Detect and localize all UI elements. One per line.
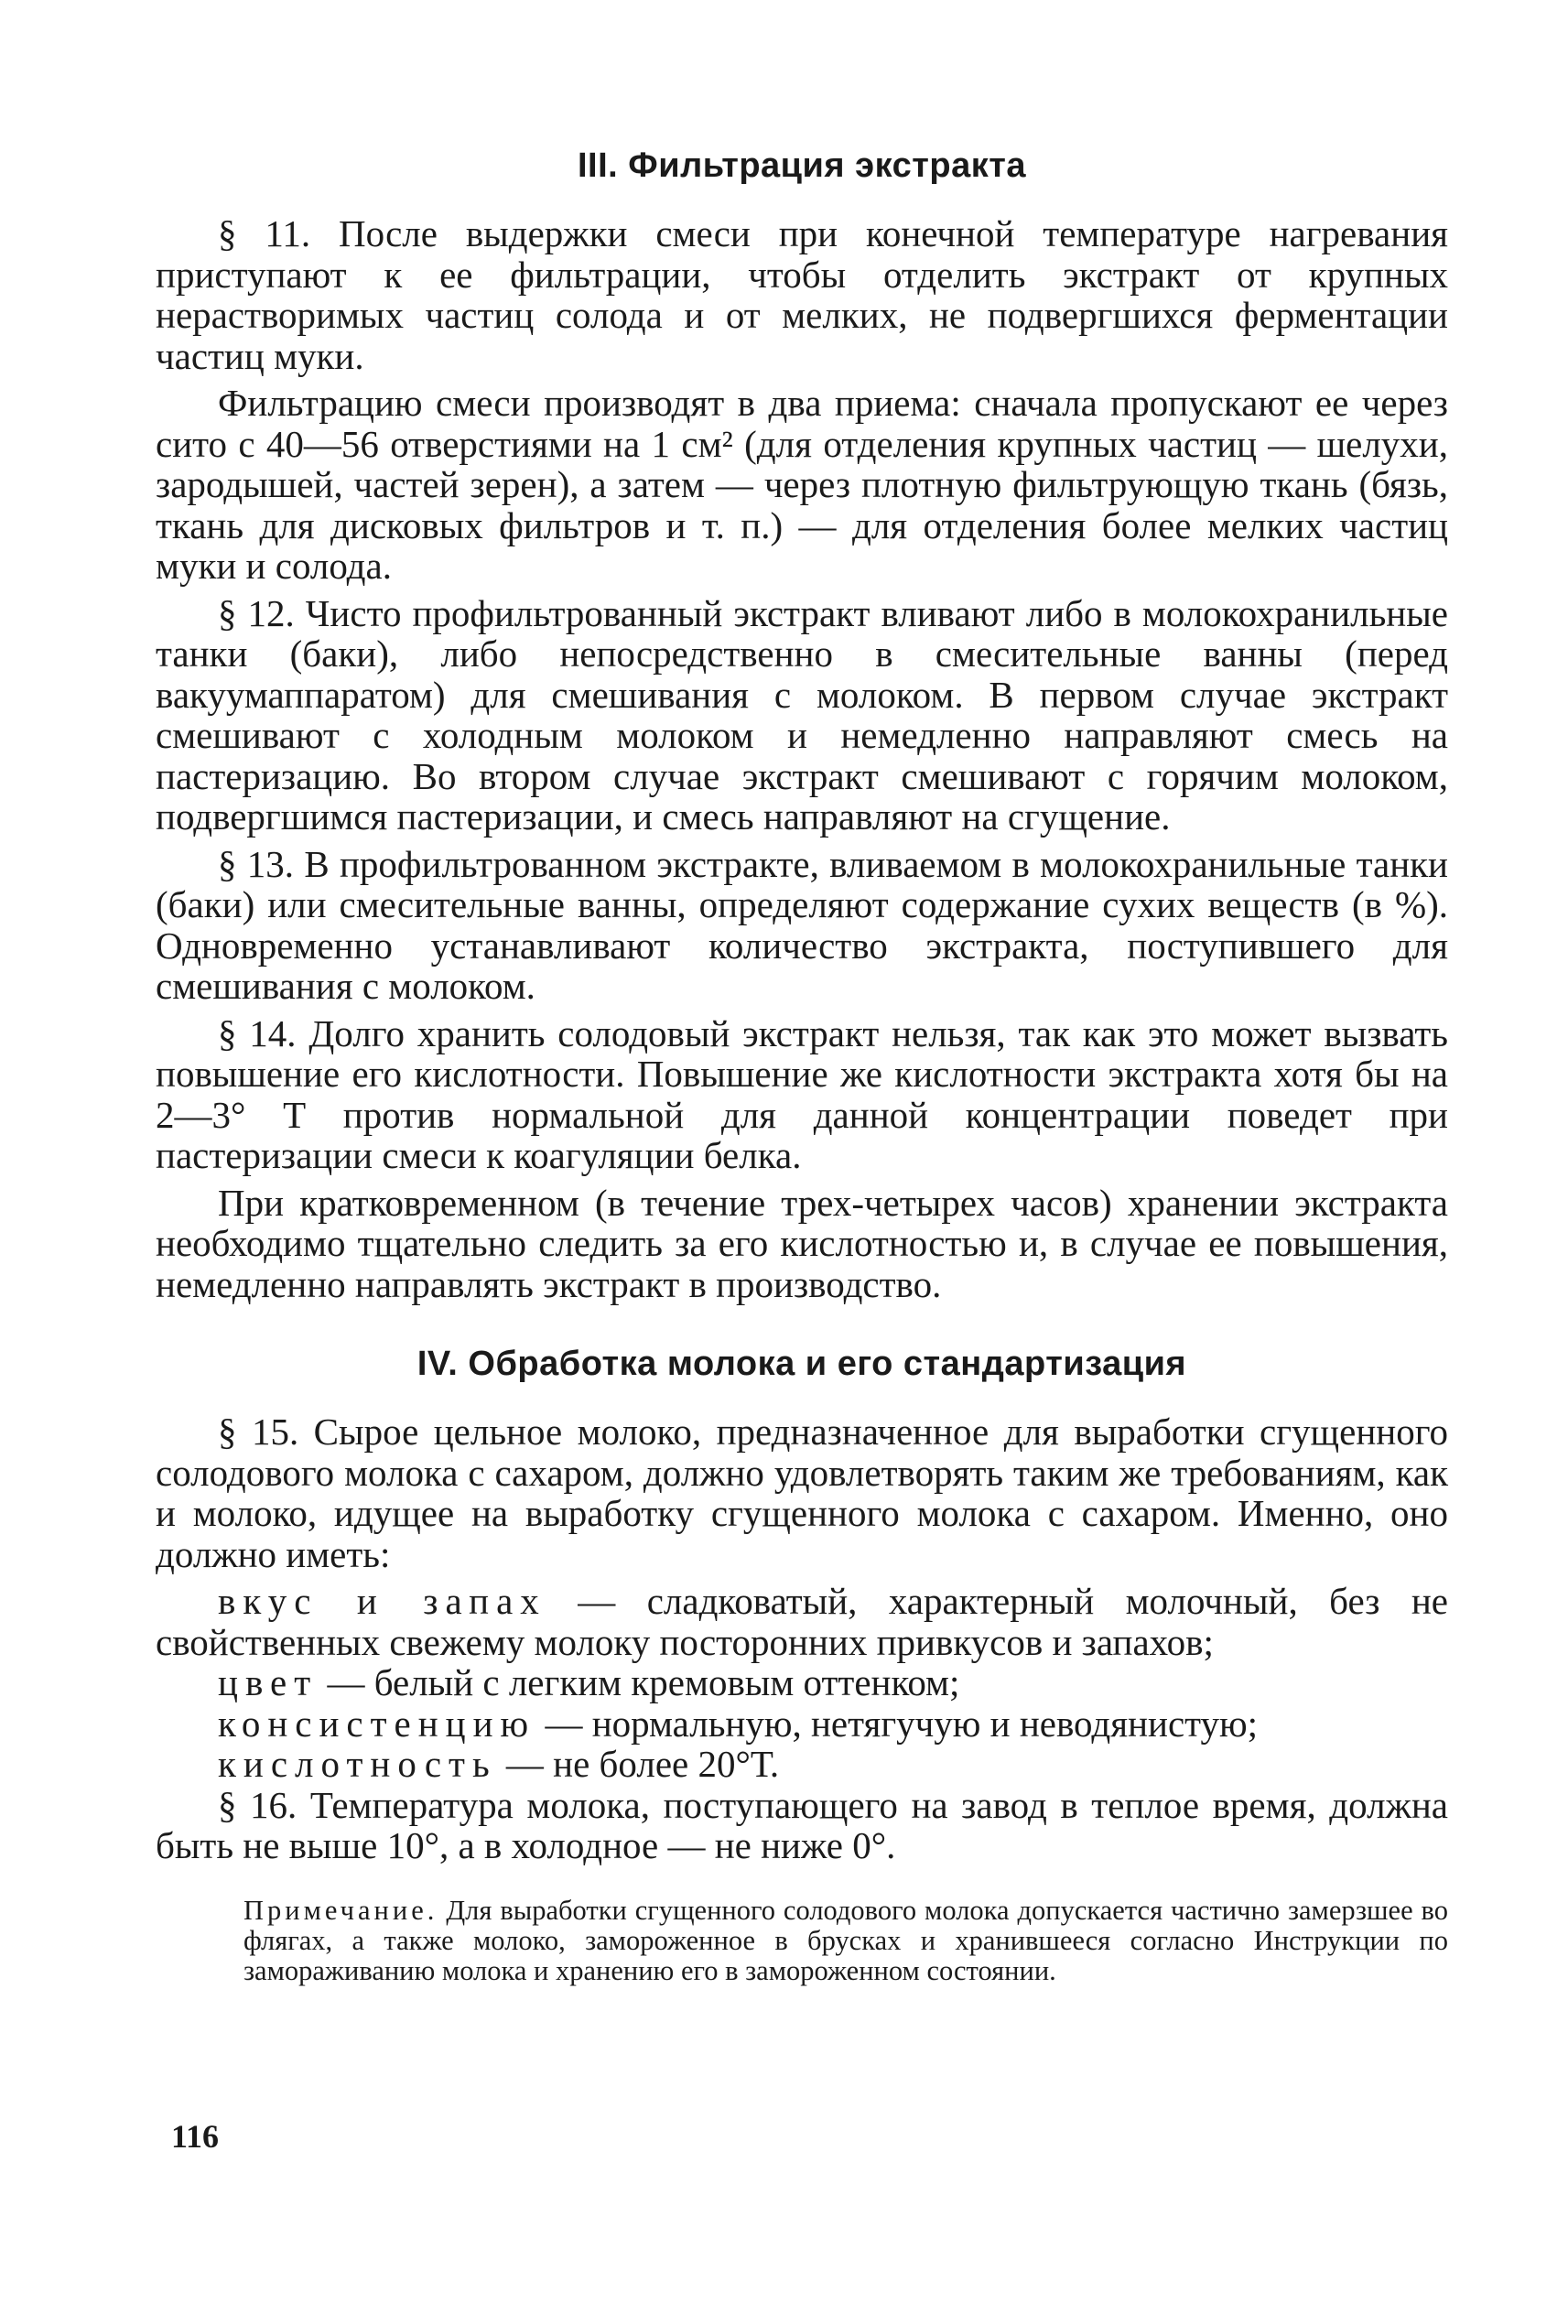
- paragraph-11: § 11. После выдержки смеси при конечной температуре нагревания приступают к ее фильтрации, чтобы отделить экстракт от крупных нерастворимых частиц солода и от мелких, не подвергшихся ферментации частиц муки.: [156, 212, 1448, 377]
- requirement-text: — сладковатый, характерный молочный, без не свойственных свежему молоку посторонних привкусов и запахов;: [156, 1580, 1448, 1663]
- note-text: Для выработки сгущенного солодового молока допускается частично замерзшее во флягах, а также молоко, замороженное в брусках и хранившееся согласно Инструкции по замораживанию молока и хранению его в замороженном состоянии.: [243, 1894, 1448, 1986]
- requirement-consistency: [156, 1703, 1448, 1745]
- requirement-color: [156, 1662, 1448, 1703]
- paragraph-12: § 12. Чисто профильтрованный экстракт вливают либо в молокохранильные танки (баки), либо непосредственно в смесительные ванны (перед вакуумаппаратом) для смешивания с молоком. В первом случае экстракт смешивают с холодным молоком и немедленно направляют смесь на пастеризацию. Во втором случае экстракт смешивают с горячим молоком, подвергшимся пастеризации, и смесь направляют на сгущение.: [156, 591, 1448, 838]
- paragraph-16: § 16. Температура молока, поступающего на завод в теплое время, должна быть не выше 10°, а в холодное — не ниже 0°.: [156, 1783, 1448, 1866]
- paragraph-15: § 15. Сырое цельное молоко, предназначенное для выработки сгущенного солодового молока с сахаром, должно удовлетворять таким же требованиям, как и молоко, идущее на выработку сгущенного молока с сахаром. Именно, оно должно иметь:: [156, 1411, 1448, 1575]
- requirement-term: цвет: [218, 1661, 319, 1703]
- section-4-heading: IV. Обработка молока и его стандартизация: [416, 1345, 1187, 1383]
- requirement-text: — нормальную, нетягучую и неводянистую;: [535, 1702, 1259, 1745]
- requirement-acidity: [156, 1744, 1448, 1785]
- paragraph-13: § 13. В профильтрованном экстракте, вливаемом в молокохранильные танки (баки) или смесительные ванны, определяют содержание сухих веществ (в %). Одновременно устанавливают количество экстракта, поступившего для смешивания с молоком.: [156, 842, 1448, 1007]
- paragraph-14: § 14. Долго хранить солодовый экстракт нельзя, так как это может вызвать повышение его кислотности. Повышение же кислотности экстракта хотя бы на 2—3° Т против нормальной для данной концентрации поведет при пастеризации смеси к коагуляции белка.: [156, 1011, 1448, 1176]
- section-3-heading: III. Фильтрация экстракта: [577, 146, 1026, 185]
- paragraph-11-filtration: Фильтрацию смеси производят в два приема: сначала пропускают ее через сито с 40—56 отверстиями на 1 см² (для отделения крупных частиц — шелухи, зародышей, частей зерен), а затем — через плотную фильтрующую ткань (бязь, ткань для дисковых фильтров и т. п.) — для отделения более мелких частиц муки и солода.: [156, 382, 1448, 587]
- requirement-term: кислотность: [218, 1743, 497, 1785]
- requirement-taste-smell: [156, 1581, 1448, 1662]
- footnote: [156, 1896, 1448, 1986]
- page-body: [156, 146, 1448, 1986]
- note-label: Примечание.: [243, 1894, 438, 1926]
- requirement-term: вкус и запах: [218, 1580, 546, 1622]
- requirement-term: консистенцию: [218, 1702, 536, 1745]
- paragraph-14-storage: При кратковременном (в течение трех-четырех часов) хранении экстракта необходимо тщательно следить за его кислотностью и, в случае ее повышения, немедленно направлять экстракт в производство.: [156, 1181, 1448, 1305]
- page-number: 116: [171, 2118, 220, 2155]
- requirement-text: — не более 20°Т.: [496, 1743, 780, 1785]
- requirement-text: — белый с легким кремовым оттенком;: [318, 1661, 960, 1703]
